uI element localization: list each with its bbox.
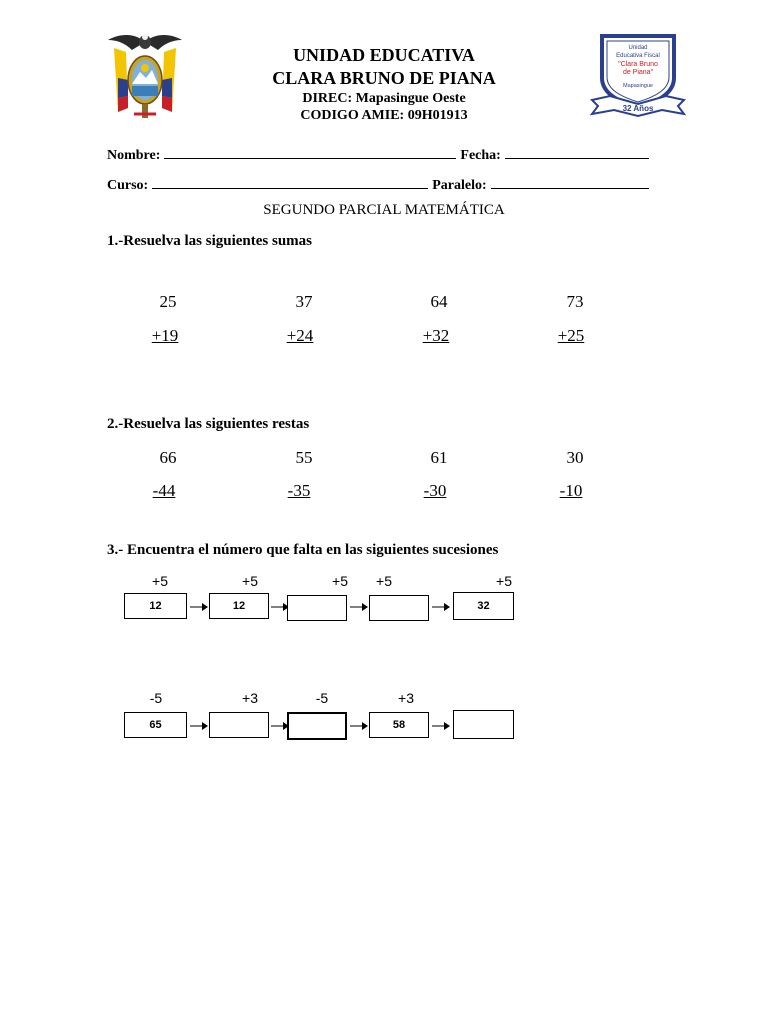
nombre-field[interactable] — [164, 144, 456, 159]
paralelo-label: Paralelo: — [432, 178, 487, 193]
seq1-box-2: 12 — [209, 593, 269, 619]
seq2-op-2: +3 — [242, 690, 258, 706]
school-code: CODIGO AMIE: 09H01913 — [300, 108, 468, 123]
q1-bottom-2: +24 — [286, 326, 314, 345]
seq1-op-2: +5 — [242, 573, 258, 589]
q3-title: 3.- Encuentra el número que falta en las siguientes sucesiones — [107, 542, 499, 558]
school-address: DIREC: Mapasingue Oeste — [302, 91, 466, 106]
q2-bottom-4: -10 — [559, 481, 583, 500]
fecha-field[interactable] — [505, 144, 649, 159]
seq1-op-5: +5 — [496, 573, 512, 589]
school-shield-logo — [590, 30, 686, 120]
arrow-right-icon — [432, 721, 450, 731]
curso-field[interactable] — [152, 174, 428, 189]
q2-top-2: 55 — [295, 448, 313, 467]
paralelo-field[interactable] — [491, 174, 649, 189]
q2-bottom-2: -35 — [287, 481, 311, 500]
seq2-box-4: 58 — [369, 712, 429, 738]
arrow-right-icon — [350, 602, 368, 612]
logo-text-5: Mapasingue — [623, 83, 653, 89]
logo-text-4: de Piana" — [622, 69, 654, 76]
q1-top-3: 64 — [430, 292, 448, 311]
seq2-box-1: 65 — [124, 712, 187, 738]
seq2-op-3: -5 — [315, 690, 329, 706]
seq2-box-5[interactable] — [453, 710, 514, 739]
seq1-box-5: 32 — [453, 592, 514, 620]
school-name-line2: CLARA BRUNO DE PIANA — [272, 68, 496, 88]
seq1-op-1: +5 — [152, 573, 168, 589]
q2-title: 2.-Resuelva las siguientes restas — [107, 416, 310, 432]
arrow-right-icon — [190, 721, 208, 731]
exam-title: SEGUNDO PARCIAL MATEMÁTICA — [263, 202, 505, 218]
q1-bottom-1: +19 — [151, 326, 179, 345]
coat-of-arms-logo — [104, 28, 186, 124]
q1-title: 1.-Resuelva las siguientes sumas — [107, 233, 313, 249]
q2-bottom-1: -44 — [152, 481, 176, 500]
q1-bottom-4: +25 — [557, 326, 585, 345]
arrow-right-icon — [432, 602, 450, 612]
q1-bottom-3: +32 — [422, 326, 450, 345]
q2-top-1: 66 — [159, 448, 177, 467]
q1-top-2: 37 — [295, 292, 313, 311]
seq1-box-3[interactable] — [287, 595, 347, 621]
seq2-op-4: +3 — [398, 690, 414, 706]
school-name-line1: UNIDAD EDUCATIVA — [293, 45, 475, 65]
nombre-fecha-row — [107, 144, 667, 164]
seq1-box-4[interactable] — [369, 595, 429, 621]
seq2-box-2[interactable] — [209, 712, 269, 738]
logo-text-2: Educativa Fiscal — [616, 53, 660, 59]
logo-text-3: "Clara Bruno — [618, 61, 658, 68]
nombre-label: Nombre: — [107, 148, 161, 163]
seq2-box-3[interactable] — [287, 712, 347, 740]
fecha-label: Fecha: — [460, 148, 501, 163]
logo-text-1: Unidad — [628, 45, 648, 51]
seq1-box-1: 12 — [124, 593, 187, 619]
q2-bottom-3: -30 — [423, 481, 447, 500]
curso-paralelo-row — [107, 174, 667, 194]
logo-ribbon-text: 32 Años — [622, 104, 654, 113]
seq1-op-3: +5 — [332, 573, 348, 589]
arrow-right-icon — [350, 721, 368, 731]
arrow-right-icon — [190, 602, 208, 612]
q2-top-4: 30 — [566, 448, 584, 467]
seq2-op-1: -5 — [149, 690, 163, 706]
seq1-op-4: +5 — [376, 573, 392, 589]
curso-label: Curso: — [107, 178, 149, 193]
q1-top-1: 25 — [159, 292, 177, 311]
q2-top-3: 61 — [430, 448, 448, 467]
q1-top-4: 73 — [566, 292, 584, 311]
